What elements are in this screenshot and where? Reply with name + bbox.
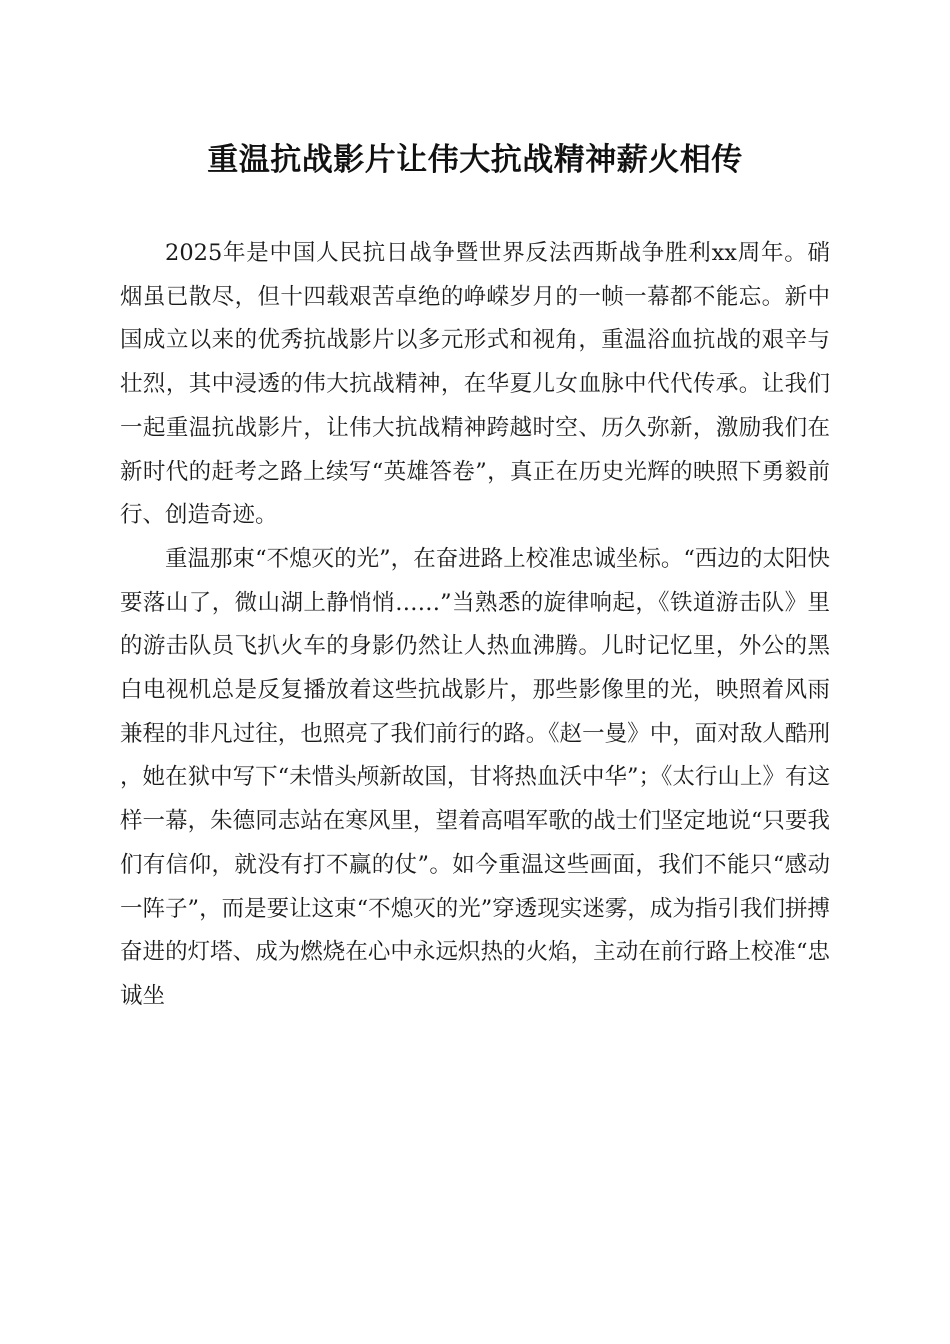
document-title: 重温抗战影片让伟大抗战精神薪火相传 — [207, 142, 743, 178]
paragraph-2: 重温那束“不熄灭的光”，在奋进路上校准忠诚坐标。“西边的太阳快要落山了，微山湖上静悄悄……”当熟悉的旋律响起，《铁道游击队》里的游击队员飞扒火车的身影仍然让人热血沸腾。儿时记忆里，外公的黑白电视机总是反复播放着这些抗战影片，那些影像里的光，映照着风雨兼程的非凡过往，也照亮了我们前行的路。《赵一曼》中，面对敌人酷刑，她在狱中写下“未惜头颅新故国，甘将热血沃中华”；《太行山上》有这样一幕，朱德同志站在寒风里，望着高唱军歌的战士们坚定地说“只要我们有信仰，就没有打不赢的仗”。如今重温这些画面，我们不能只“感动一阵子”，而是要让这束“不熄灭的光”穿透现实迷雾，成为指引我们拼搏奋进的灯塔、成为燃烧在心中永远炽热的火焰，主动在前行路上校准“忠诚坐 — [120, 545, 830, 1009]
paragraph-1: 2025年是中国人民抗日战争暨世界反法西斯战争胜利xx周年。硝烟虽已散尽，但十四载艰苦卓绝的峥嵘岁月的一帧一幕都不能忘。新中国成立以来的优秀抗战影片以多元形式和视角，重温浴血抗战的艰辛与壮烈，其中浸透的伟大抗战精神，在华夏儿女血脉中代代传承。让我们一起重温抗战影片，让伟大抗战精神跨越时空、历久弥新，激励我们在新时代的赶考之路上续写“英雄答卷”，真正在历史光辉的映照下勇毅前行、创造奇迹。 — [120, 240, 830, 529]
document-body — [120, 232, 830, 1019]
